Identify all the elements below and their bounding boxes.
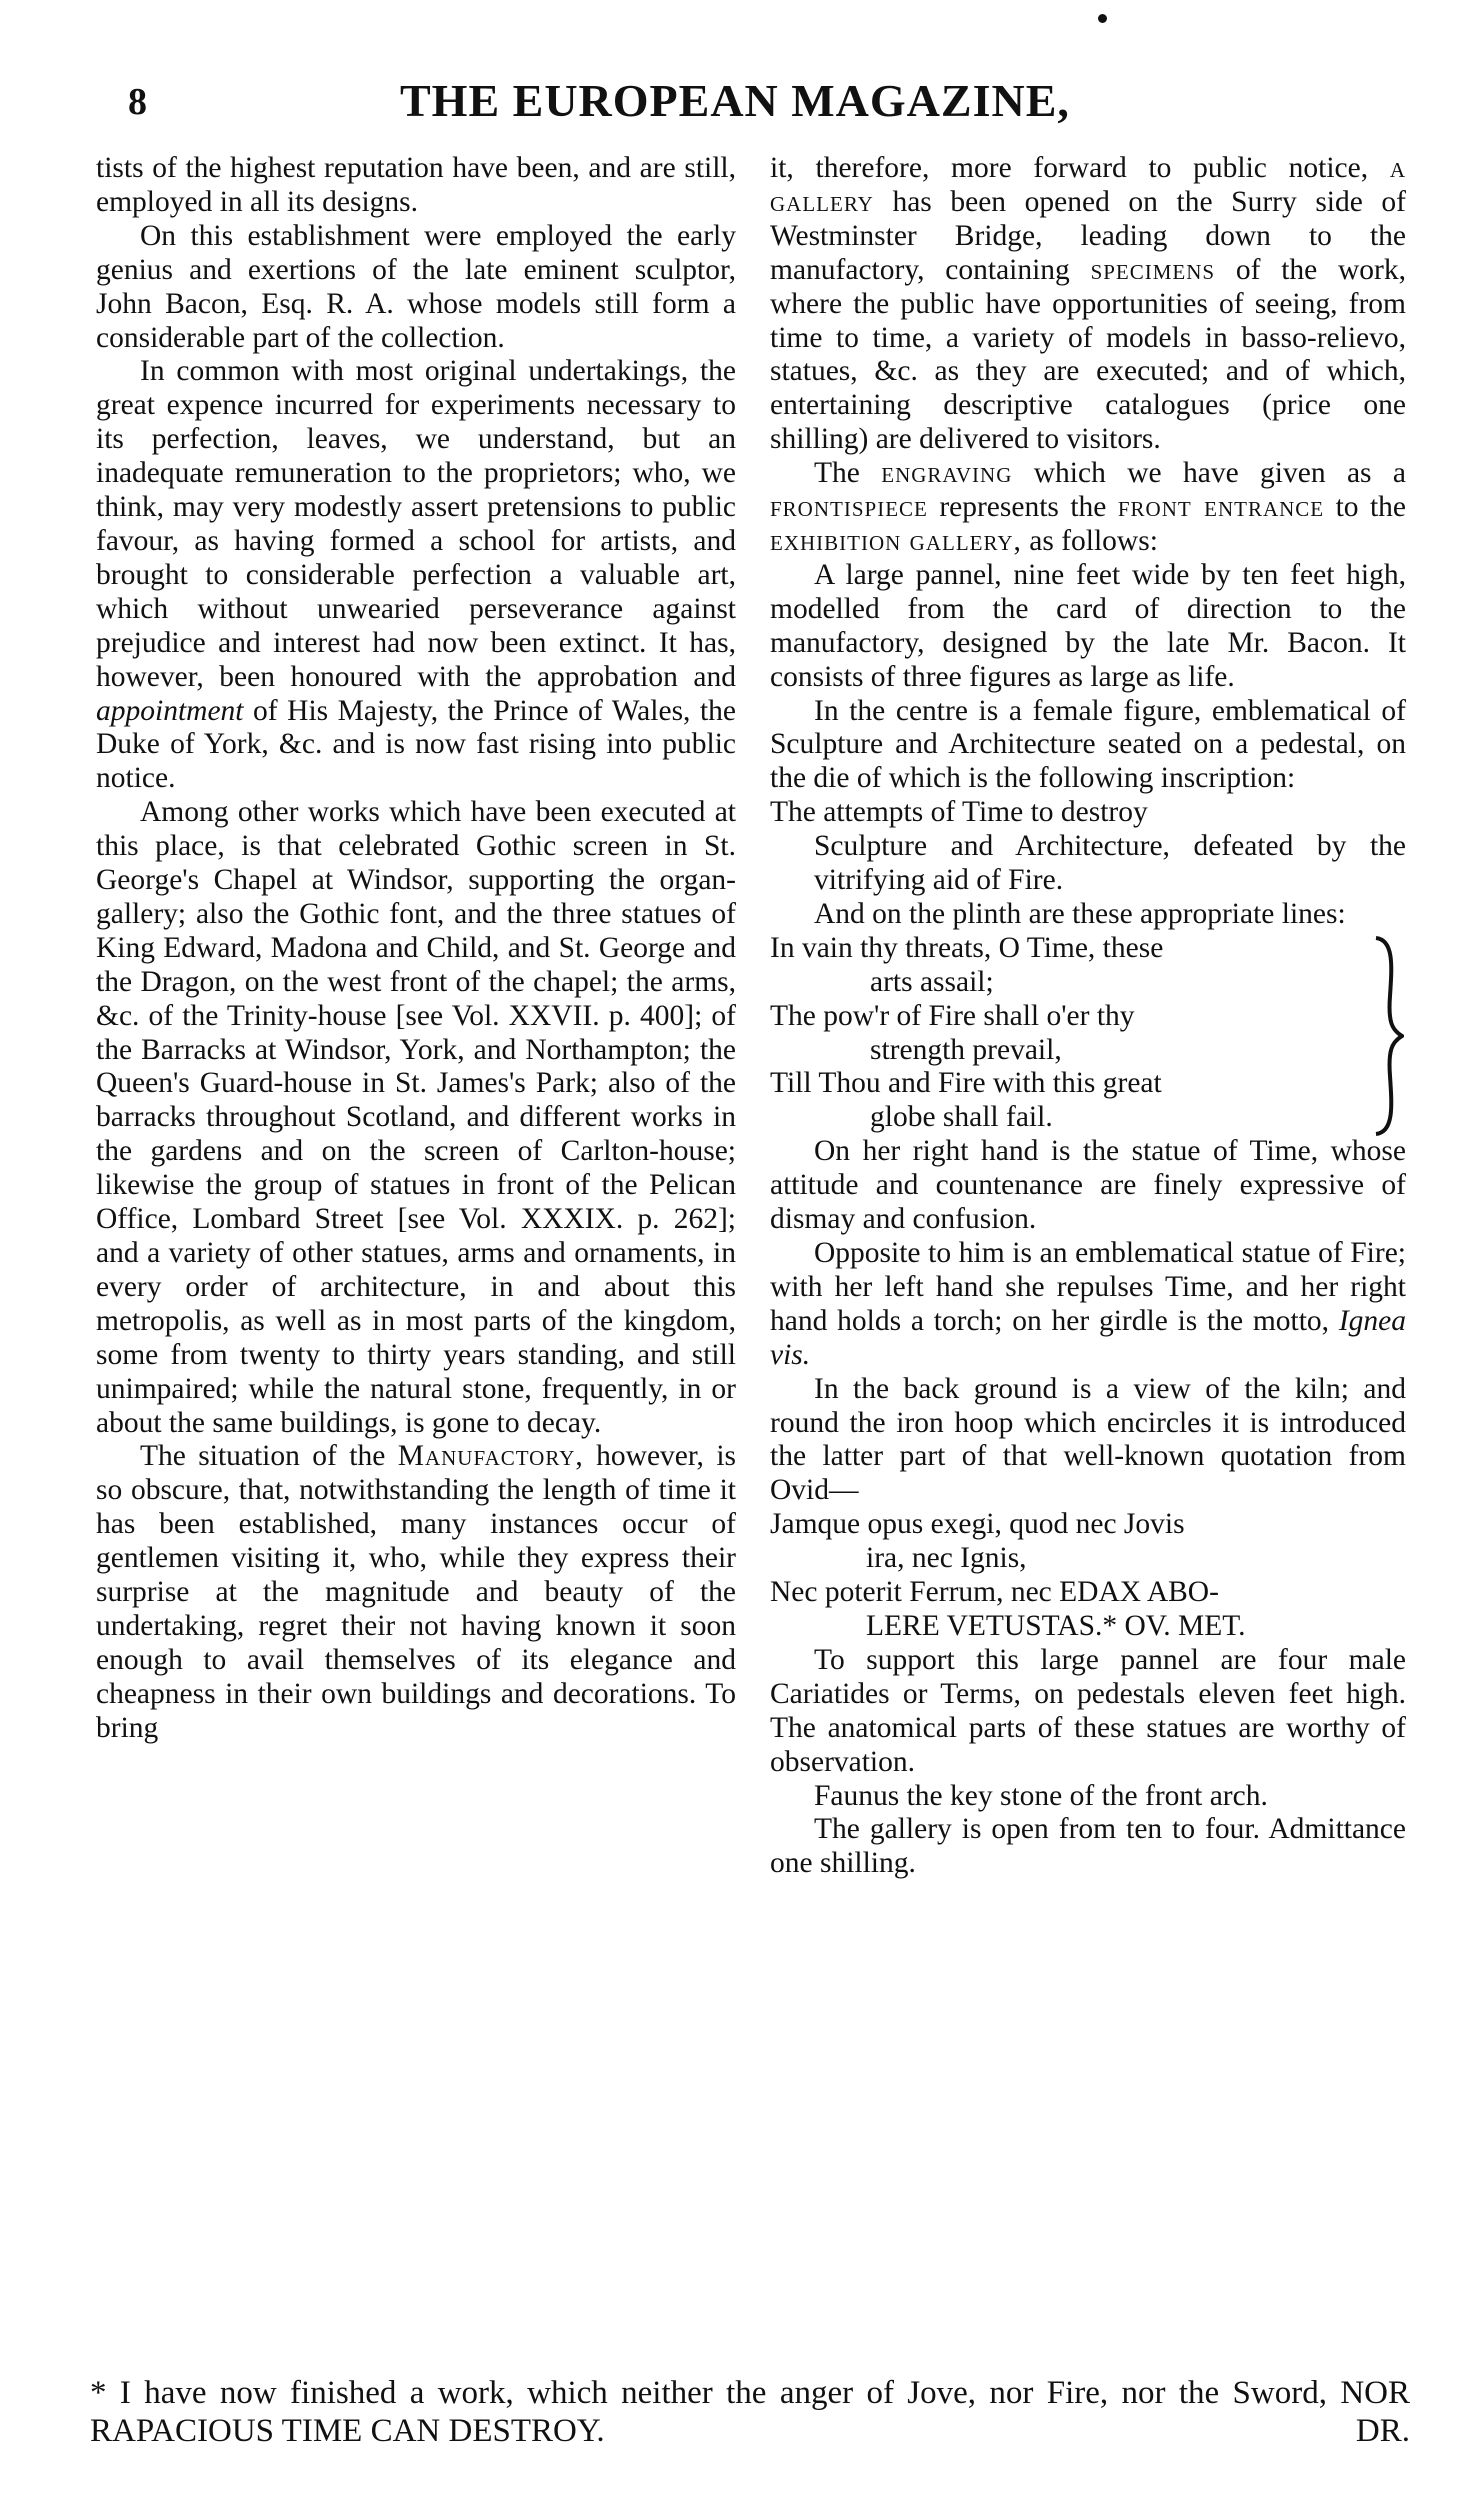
paragraph: On this establishment were employed the early genius and exertions of the late eminent sculptor, John Bacon, Esq. R. A. whose models still form a considerable part of the collection. — [96, 219, 736, 354]
text-run: of the work, where the public have opportunities of seeing, from time to time, a variety of models in basso-relievo, statues, &c. as they are executed; and of which, entertaining descriptive catalogues (price one shilling) are delivered to visitors. — [770, 253, 1407, 456]
paragraph — [770, 1237, 1406, 1373]
small-caps-text: front entrance — [1117, 491, 1325, 524]
latin-line: ira, nec Ignis, — [866, 1542, 1027, 1575]
italic-text: appointment — [96, 694, 244, 727]
small-caps-text: Manufactory, — [397, 1440, 584, 1473]
paragraph: A large pannel, nine feet wide by ten feet high, modelled from the card of direction to the manufactory, designed by the late Mr. Bacon. It consists of three figures as large as life. — [770, 558, 1406, 693]
verse-line: The pow'r of Fire shall o'er thy — [770, 999, 1135, 1032]
paragraph — [96, 355, 736, 796]
paragraph: On her right hand is the statue of Time, whose attitude and countenance are finely expressive of dismay and confusion. — [770, 1135, 1406, 1236]
paragraph: In the centre is a female figure, emblematical of Sculpture and Architecture seated on a pedestal, on the die of which is the following inscription: — [770, 694, 1406, 795]
footnote-text: * I have now finished a work, which neither the anger of Jove, nor Fire, nor the Sword, NOR RAPACIOUS TIME CAN DESTROY. — [90, 2375, 1410, 2449]
latin-line: Nec poterit Ferrum, nec EDAX ABO- — [770, 1576, 1219, 1609]
paragraph — [770, 457, 1406, 559]
small-caps-text: exhibition gallery, — [770, 524, 1022, 557]
text-run: Opposite to him is an emblematical statue of Fire; with her left hand she repulses Time, and her right hand holds a torch; on her girdle is the motto, — [770, 1237, 1406, 1337]
footnote-signature: DR. — [1355, 2413, 1410, 2449]
verse-line: arts assail; — [870, 965, 994, 998]
paragraph: tists of the highest reputation have been, and are still, employed in all its designs. — [96, 152, 736, 218]
verse-block — [770, 932, 1406, 1135]
text-run: however, is so obscure, that, notwithstanding the length of time it has been established, many instances occur of gentlemen visiting it, who, while they express their surprise at the magnitude and beauty of the undertaking, regret their not having known it soon enough to avail themselves of its elegance and cheapness in their own buildings and decorations. To bring — [96, 1440, 736, 1744]
left-column — [96, 152, 736, 1746]
verse-line: globe shall fail. — [870, 1101, 1053, 1134]
inscription-line: Sculpture and Architecture, defeated by the vitrifying aid of Fire. — [814, 830, 1406, 897]
text-run: has been opened on the Surry side of Westminster Bridge, leading down to the manufactory, containing — [770, 185, 1407, 286]
page-number: 8 — [128, 81, 147, 123]
text-run: as follows: — [1029, 524, 1158, 557]
small-caps-text: frontispiece — [770, 491, 928, 524]
verse-line: strength prevail, — [870, 1033, 1062, 1066]
italic-text: Ignea vis. — [770, 1304, 1407, 1371]
text-run: The situation of the — [140, 1440, 386, 1473]
right-column — [770, 152, 1406, 1881]
paragraph: The gallery is open from ten to four. Admittance one shilling. — [770, 1813, 1406, 1880]
footnote — [90, 2374, 1410, 2450]
small-caps-text: a gallery — [770, 152, 1406, 218]
inscription-line: The attempts of Time to destroy — [770, 796, 1148, 829]
paragraph: Faunus the key stone of the front arch. — [814, 1779, 1268, 1812]
verse-line: Till Thou and Fire with this great — [770, 1067, 1162, 1100]
text-run: which we have given as a — [1033, 457, 1406, 490]
text-run: it, therefore, more forward to public notice, — [770, 152, 1369, 184]
latin-line: Jamque opus exegi, quod nec Jovis — [770, 1508, 1185, 1541]
small-caps-text: engraving — [881, 457, 1013, 490]
ink-dot — [1098, 14, 1107, 23]
running-head: THE EUROPEAN MAGAZINE, — [400, 75, 1070, 126]
text-run: The — [814, 457, 860, 490]
verse-line: In vain thy threats, O Time, these — [770, 931, 1164, 964]
paragraph: And on the plinth are these appropriate lines: — [814, 897, 1346, 930]
text-run: In common with most original undertakings, the great expence incurred for experiments necessary to its perfection, leaves, we understand, but an inadequate remuneration to the proprietors; who, we think, may very modestly assert pretensions to public favour, as having formed a school for artists, and brought to considerable perfection a valuable art, which without unwearied perseverance against prejudice and interest had now been extinct. It has, however, been honoured with the approbation and — [96, 355, 736, 693]
brace-icon — [1370, 936, 1404, 1136]
text-run: represents the — [939, 491, 1107, 524]
text-run: of His Majesty, the Prince of Wales, the Duke of York, &c. and is now fast rising into public notice. — [96, 694, 736, 795]
latin-line: LERE VETUSTAS.* OV. MET. — [866, 1609, 1246, 1642]
page-header — [0, 74, 1468, 134]
paragraph — [770, 152, 1406, 457]
paragraph: Among other works which have been executed at this place, is that celebrated Gothic screen in St. George's Chapel at Windsor, supporting the organ-gallery; also the Gothic font, and the three statues of King Edward, Madona and Child, and St. George and the Dragon, on the west front of the chapel; the arms, &c. of the Trinity-house [see Vol. XXVII. p. 400]; of the Barracks at Windsor, York, and Northampton; the Queen's Guard-house in St. James's Park; also of the barracks throughout Scotland, and different works in the gardens and on the screen of Carlton-house; likewise the group of statues in front of the Pelican Office, Lombard Street [see Vol. XXXIX. p. 262]; and a variety of other statues, arms and ornaments, in every order of architecture, in and about this metropolis, as well as in most parts of the kingdom, some from twenty to thirty years standing, and still unimpaired; while the natural stone, frequently, in or about the same buildings, is gone to decay. — [96, 796, 736, 1439]
paragraph: In the back ground is a view of the kiln; and round the iron hoop which encircles it is introduced the latter part of that well-known quotation from Ovid— — [770, 1372, 1406, 1507]
paragraph: To support this large pannel are four male Cariatides or Terms, on pedestals eleven feet high. The anatomical parts of these statues are worthy of observation. — [770, 1643, 1406, 1778]
paragraph — [96, 1440, 736, 1745]
small-caps-text: specimens — [1090, 253, 1216, 286]
text-run: to the — [1335, 491, 1407, 524]
